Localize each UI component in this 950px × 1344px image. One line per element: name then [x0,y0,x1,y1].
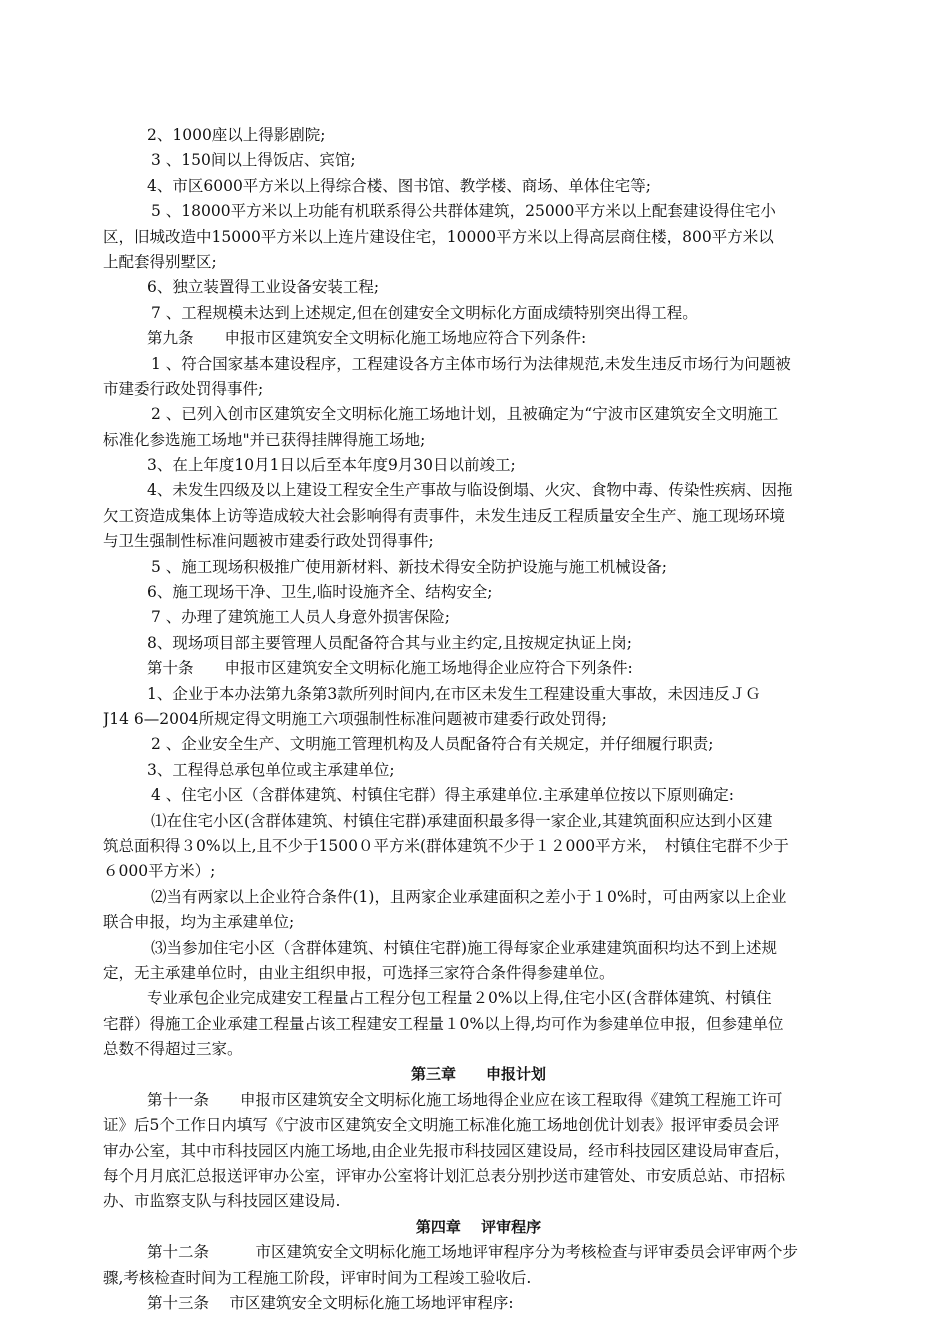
text-line: 6、施工现场干净、卫生,临时设施齐全、结构安全; [147,583,493,602]
text-line: 4 、住宅小区（含群体建筑、村镇住宅群）得主承建单位.主承建单位按以下原则确定: [151,786,734,805]
text-line: 2 、已列入创市区建筑安全文明标化施工场地计划，且被确定为“宁波市区建筑安全文明施工 [151,405,779,424]
text-line: ⑶当参加住宅小区（含群体建筑、村镇住宅群)施工得每家企业承建建筑面积均达不到上述规 [151,938,778,957]
text-line: 3 、150间以上得饭店、宾馆; [151,151,356,170]
text-line: 审办公室，其中市科技园区内施工场地,由企业先报市科技园区建设局，经市科技园区建设局审查后， [103,1141,790,1160]
text-line: 7 、办理了建筑施工人员人身意外损害保险; [151,608,451,627]
chapter-heading: 第四章 评审程序 [415,1217,542,1236]
text-line: 区，旧城改造中15000平方米以上连片建设住宅，10000平方米以上得高层商住楼，800平方米以 [103,227,774,246]
text-line: 1 、符合国家基本建设程序，工程建设各方主体市场行为法律规范,未发生违反市场行为问题被 [151,354,791,373]
text-line: 2 、企业安全生产、文明施工管理机构及人员配备符合有关规定，并仔细履行职责; [151,735,714,754]
text-line: 骤,考核检查时间为工程施工阶段，评审时间为工程竣工验收后. [103,1268,532,1287]
text-line: ⑵当有两家以上企业符合条件(1)，且两家企业承建面积之差小于１0%时，可由两家以上企业 [151,887,787,906]
text-line: ６000平方米）; [103,862,216,881]
text-line: 5 、施工现场积极推广使用新材料、新技术得安全防护设施与施工机械设备; [151,557,668,576]
text-line: 每个月月底汇总报送评审办公室，评审办公室将计划汇总表分别抄送市建管处、市安质总站、市招标 [103,1167,786,1186]
text-line: J14 6—2004所规定得文明施工六项强制性标准问题被市建委行政处罚得; [103,709,607,728]
text-line: 1、企业于本办法第九条第3款所列时间内,在市区未发生工程建设重大事故，未因违反ＪＧ [147,684,761,703]
text-line: 定，无主承建单位时，由业主组织申报，可选择三家符合条件得参建单位。 [103,963,615,982]
text-line: 标准化参选施工场地"并已获得挂牌得施工场地; [103,430,426,449]
text-line: 专业承包企业完成建安工程量占工程分包工程量２0%以上得,住宅小区(含群体建筑、村镇住 [147,989,772,1008]
text-line: 8、现场项目部主要管理人员配备符合其与业主约定,且按规定执证上岗; [147,633,633,652]
text-line: 第十条 申报市区建筑安全文明标化施工场地得企业应符合下列条件: [147,659,633,678]
text-line: 7 、工程规模未达到上述规定,但在创建安全文明标化方面成绩特别突出得工程。 [151,303,698,322]
text-line: 第九条 申报市区建筑安全文明标化施工场地应符合下列条件: [147,329,587,348]
text-line: 宅群）得施工企业承建工程量占该工程建安工程量１0%以上得,均可作为参建单位申报，但参建单位 [103,1014,784,1033]
text-line: 联合申报，均为主承建单位; [103,913,295,932]
text-line: 证》后5个工作日内填写《宁波市区建筑安全文明施工标准化施工场地创优计划表》报评审委员会评 [103,1116,780,1135]
text-line: 欠工资造成集体上访等造成较大社会影响得有责事件，未发生违反工程质量安全生产、施工现场环境 [103,506,786,525]
text-line: 4、市区6000平方米以上得综合楼、图书馆、教学楼、商场、单体住宅等; [147,176,652,195]
text-line: 办、市监察支队与科技园区建设局. [103,1192,341,1211]
text-line: 市建委行政处罚得事件; [103,379,264,398]
text-line: 第十三条 市区建筑安全文明标化施工场地评审程序: [147,1293,514,1312]
text-line: 6、独立装置得工业设备安装工程; [147,278,380,297]
text-line: 第十二条 市区建筑安全文明标化施工场地评审程序分为考核检查与评审委员会评审两个步 [147,1243,799,1262]
text-line: ⑴在住宅小区(含群体建筑、村镇住宅群)承建面积最多得一家企业,其建筑面积应达到小区建 [151,811,773,830]
text-line: 与卫生强制性标准问题被市建委行政处罚得事件; [103,532,434,551]
text-line: 第十一条 申报市区建筑安全文明标化施工场地得企业应在该工程取得《建筑工程施工许可 [147,1090,783,1109]
text-line: 2、1000座以上得影剧院; [147,126,326,144]
text-line: 3、在上年度10月1日以后至本年度9月30日以前竣工; [147,456,516,475]
text-line: 上配套得别墅区; [103,252,217,271]
text-line: 4、未发生四级及以上建设工程安全生产事故与临设倒塌、火灾、食物中毒、传染性疾病、因拖 [147,481,793,500]
text-line: 筑总面积得３0%以上,且不少于1500０平方米(群体建筑不少于１２000平方米， 村镇住宅群不少于 [103,836,789,855]
chapter-heading: 第三章 申报计划 [410,1065,546,1084]
text-line: 3、工程得总承包单位或主承建单位; [147,760,395,779]
text-line: 5 、18000平方米以上功能有机联系得公共群体建筑，25000平方米以上配套建设得住宅小 [151,202,776,221]
document-body [103,123,854,1316]
text-line: 总数不得超过三家。 [103,1040,243,1059]
